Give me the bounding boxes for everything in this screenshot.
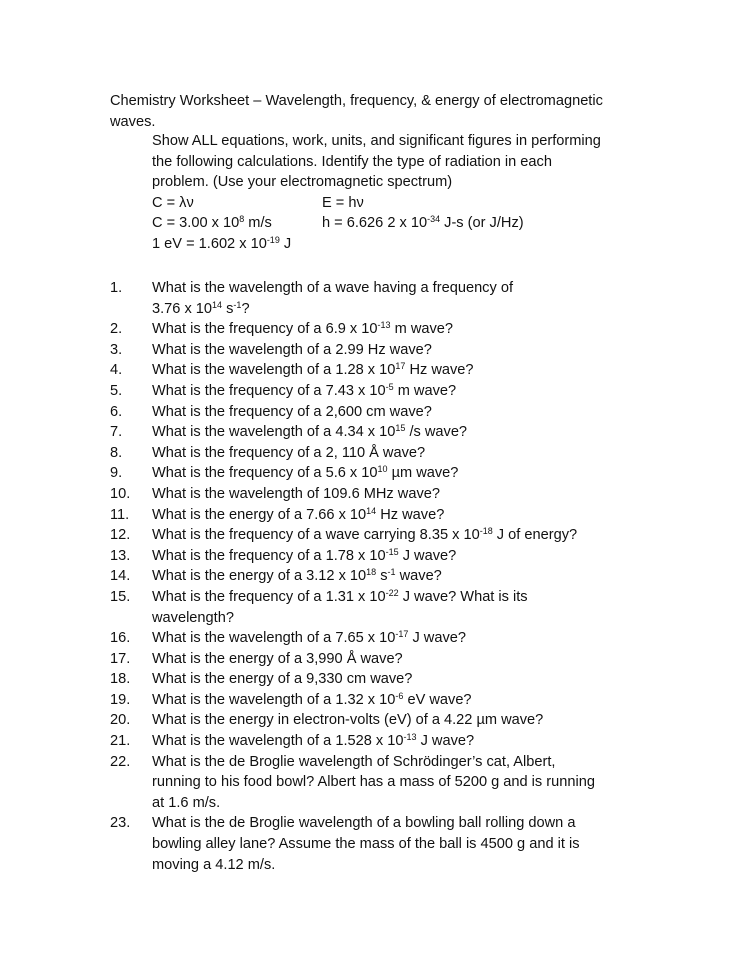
question-text — [152, 484, 440, 505]
exponent: 18 — [366, 567, 377, 578]
instruction-line: Show ALL equations, work, units, and significant figures in performing — [152, 133, 601, 149]
question-text-segment: What is the frequency of a wave carrying 8.35 x 10 — [152, 527, 480, 544]
instruction-line: the following calculations. Identify the type of radiation in each — [152, 153, 552, 170]
question-text — [152, 463, 458, 484]
constant-unit: J — [279, 235, 292, 252]
exponent: -6 — [395, 690, 404, 701]
question-text-segment: at 1.6 m/s. — [152, 794, 221, 811]
question-item — [110, 669, 595, 690]
question-item — [110, 566, 595, 587]
constants-row — [152, 213, 601, 234]
question-item — [110, 422, 595, 443]
question-item — [110, 546, 595, 567]
question-text-segment: What is the wavelength of a 2.99 Hz wave? — [152, 341, 432, 358]
formula-c-lambda-nu: C = λν — [152, 194, 194, 211]
question-text-segment: s — [222, 300, 234, 317]
question-item — [110, 463, 595, 484]
question-item — [110, 587, 595, 628]
exponent: -34 — [427, 214, 441, 225]
question-text-segment: What is the energy of a 7.66 x 10 — [152, 506, 367, 523]
instructions-block — [152, 131, 601, 255]
question-item — [110, 525, 595, 546]
exponent: -19 — [266, 234, 280, 245]
question-text-segment: eV wave? — [403, 691, 472, 708]
exponent: -18 — [479, 526, 493, 537]
question-text-segment: What is the de Broglie wavelength of Schrödinger’s cat, Albert, — [152, 753, 556, 770]
question-number: 9. — [110, 465, 123, 482]
question-item — [110, 710, 595, 731]
constant-unit: J-s (or J/Hz) — [440, 215, 524, 232]
question-item — [110, 278, 595, 319]
question-text-segment: J wave? — [408, 630, 466, 647]
question-text — [152, 690, 472, 711]
instruction-line: problem. (Use your electromagnetic spectrum) — [152, 174, 453, 191]
exponent: 10 — [377, 464, 388, 475]
constant-text: h = 6.626 2 x 10 — [322, 215, 428, 232]
question-item — [110, 752, 595, 814]
question-item — [110, 628, 595, 649]
question-text-segment: /s wave? — [405, 424, 468, 441]
question-number: 16. — [110, 630, 131, 647]
question-text — [152, 546, 456, 567]
question-text-segment: What is the frequency of a 2,600 cm wave? — [152, 403, 432, 420]
question-number: 11. — [110, 506, 130, 523]
question-text-segment: What is the wavelength of a wave having a frequency of — [152, 280, 514, 296]
question-item — [110, 505, 595, 526]
question-number: 14. — [110, 568, 131, 585]
exponent: -13 — [377, 320, 391, 331]
question-text-segment: What is the energy of a 3.12 x 10 — [152, 568, 367, 585]
question-text-segment: What is the wavelength of 109.6 MHz wave? — [152, 485, 440, 502]
question-text — [152, 340, 432, 361]
question-text-segment: What is the frequency of a 2, 110 Å wave? — [152, 444, 426, 461]
constant-text: C = 3.00 x 10 — [152, 215, 240, 232]
question-item — [110, 402, 595, 423]
question-text — [152, 360, 474, 381]
question-text-segment: s — [376, 568, 388, 585]
question-list — [110, 278, 595, 875]
question-text-segment: What is the frequency of a 5.6 x 10 — [152, 465, 378, 482]
question-text — [152, 628, 466, 649]
question-text-segment: 3.76 x 10 — [152, 300, 213, 317]
constant-unit: m/s — [244, 215, 272, 232]
speed-of-light-constant — [152, 213, 322, 234]
question-number: 7. — [110, 424, 123, 441]
question-text — [152, 505, 444, 526]
question-text-segment: J wave? — [416, 733, 475, 750]
question-text-segment: ? — [241, 300, 250, 317]
question-item — [110, 649, 595, 670]
question-text-segment: What is the frequency of a 7.43 x 10 — [152, 382, 386, 399]
question-text — [152, 587, 528, 628]
exponent: 14 — [366, 505, 377, 516]
question-text — [152, 381, 456, 402]
question-number: 3. — [110, 341, 123, 358]
question-number: 4. — [110, 362, 123, 379]
question-number: 23. — [110, 815, 131, 832]
question-item — [110, 340, 595, 361]
question-item — [110, 484, 595, 505]
question-text-segment: What is the wavelength of a 4.34 x 10 — [152, 424, 396, 441]
question-number: 1. — [110, 280, 123, 296]
question-item — [110, 360, 595, 381]
question-number: 13. — [110, 547, 131, 564]
question-text-segment: What is the wavelength of a 1.28 x 10 — [152, 362, 396, 379]
question-item — [110, 731, 595, 752]
question-text — [152, 813, 580, 875]
question-text-segment: running to his food bowl? Albert has a mass of 5200 g and is running — [152, 774, 595, 791]
question-text-segment: What is the wavelength of a 7.65 x 10 — [152, 630, 396, 647]
question-number: 2. — [110, 321, 123, 338]
exponent: -13 — [403, 732, 417, 743]
question-number: 21. — [110, 733, 131, 750]
question-text-segment: bowling alley lane? Assume the mass of the ball is 4500 g and it is — [152, 836, 580, 853]
question-text — [152, 525, 577, 546]
exponent: -1 — [233, 299, 242, 310]
question-number: 19. — [110, 691, 131, 708]
exponent: 15 — [395, 423, 406, 434]
question-text — [152, 319, 453, 340]
question-text — [152, 649, 403, 670]
exponent: -5 — [385, 381, 394, 392]
question-number: 5. — [110, 382, 123, 399]
question-text — [152, 402, 432, 423]
question-item — [110, 381, 595, 402]
question-text-segment: What is the wavelength of a 1.32 x 10 — [152, 691, 396, 708]
question-number: 8. — [110, 444, 123, 461]
constant-text: 1 eV = 1.602 x 10 — [152, 235, 267, 252]
question-number: 10. — [110, 485, 131, 502]
question-text-segment: What is the energy of a 3,990 Å wave? — [152, 650, 403, 667]
question-item — [110, 690, 595, 711]
electron-volt-constant — [152, 234, 601, 255]
question-text-segment: Hz wave? — [376, 506, 445, 523]
planck-constant — [322, 213, 524, 234]
question-text-segment: wave? — [395, 568, 442, 585]
question-text-segment: moving a 4.12 m/s. — [152, 856, 276, 873]
question-text-segment: What is the wavelength of a 1.528 x 10 — [152, 733, 404, 750]
question-text-segment: m wave? — [393, 382, 457, 399]
question-text-segment: What is the frequency of a 1.78 x 10 — [152, 547, 386, 564]
question-number: 6. — [110, 403, 123, 420]
question-item — [110, 319, 595, 340]
question-text-segment: wavelength? — [152, 609, 234, 626]
question-text — [152, 710, 543, 731]
question-text — [152, 278, 513, 319]
question-text-segment: What is the de Broglie wavelength of a bowling ball rolling down a — [152, 815, 576, 832]
question-text-segment: What is the energy in electron-volts (eV) of a 4.22 µm wave? — [152, 712, 544, 729]
exponent: -22 — [385, 587, 399, 598]
formula-e-h-nu: E = hν — [322, 194, 364, 211]
question-text-segment: What is the frequency of a 6.9 x 10 — [152, 321, 378, 338]
question-text-segment: J of energy? — [492, 527, 578, 544]
question-text — [152, 669, 412, 690]
question-text-segment: Hz wave? — [405, 362, 474, 379]
question-number: 20. — [110, 712, 131, 729]
question-text-segment: m wave? — [390, 321, 453, 338]
worksheet-title: Chemistry Worksheet – Wavelength, frequency, & energy of electromagnetic waves. — [110, 93, 603, 130]
question-text-segment: J wave? — [398, 547, 457, 564]
question-text-segment: µm wave? — [387, 465, 459, 482]
question-text — [152, 443, 425, 464]
exponent: -15 — [385, 546, 399, 557]
question-text-segment: What is the energy of a 9,330 cm wave? — [152, 671, 413, 688]
question-item — [110, 443, 595, 464]
question-number: 18. — [110, 671, 131, 688]
question-text — [152, 731, 474, 752]
question-text-segment: J wave? What is its — [398, 588, 528, 605]
exponent: 8 — [239, 214, 245, 225]
question-number: 12. — [110, 527, 131, 544]
exponent: -1 — [387, 567, 396, 578]
question-number: 22. — [110, 753, 131, 770]
formula-row — [152, 193, 601, 214]
question-text — [152, 566, 442, 587]
exponent: 14 — [212, 299, 223, 310]
question-text-segment: What is the frequency of a 1.31 x 10 — [152, 588, 386, 605]
question-text — [152, 422, 467, 443]
exponent: 17 — [395, 361, 406, 372]
question-text — [152, 752, 595, 814]
exponent: -17 — [395, 629, 409, 640]
question-number: 17. — [110, 650, 131, 667]
question-item — [110, 813, 595, 875]
question-number: 15. — [110, 588, 131, 605]
